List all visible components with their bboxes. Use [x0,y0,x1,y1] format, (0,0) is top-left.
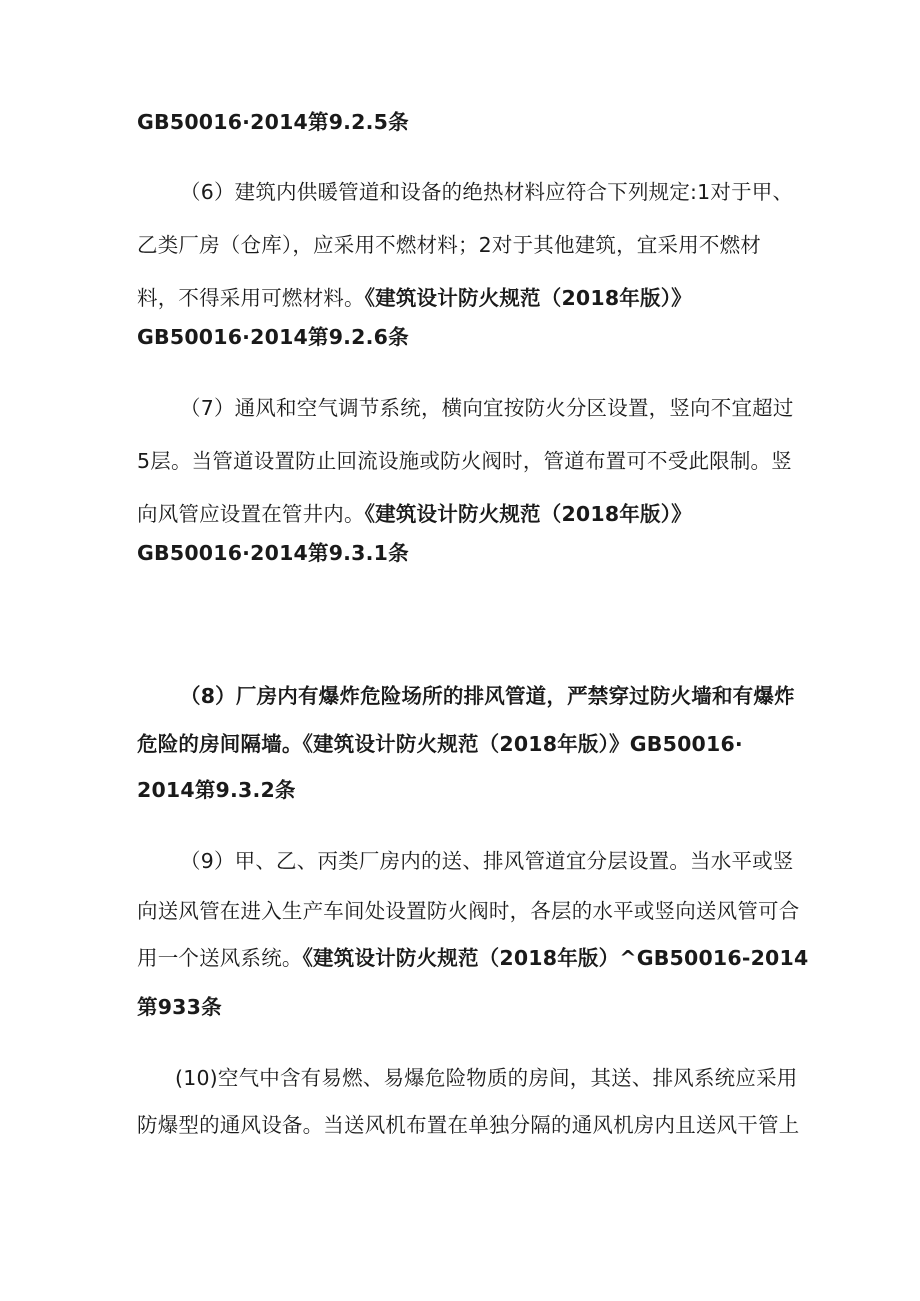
clause-ref-9-2-6: GB50016·2014第9.2.6条 [137,325,409,349]
para-6-line-2: 乙类厂房（仓库），应采用不燃材料；2对于其他建筑，宜采用不燃材 [137,233,761,257]
para-7-line-1: （7）通风和空气调节系统，横向宜按防火分区设置，竖向不宜超过 [180,396,794,420]
para-9-text: 用一个送风系统。 [137,946,303,970]
para-6-line-1: （6）建筑内供暖管道和设备的绝热材料应符合下列规定:1对于甲、 [180,180,794,204]
para-7-standard-title: 《建筑设计防火规范（2018年版）》 [364,502,692,526]
para-10-line-2: 防爆型的通风设备。当送风机布置在单独分隔的通风机房内且送风干管上 [137,1113,800,1137]
para-9-line-1: （9）甲、乙、丙类厂房内的送、排风管道宜分层设置。当水平或竖 [180,849,794,873]
para-7-line-2: 5层。当管道设置防止回流设施或防火阀时，管道布置可不受此限制。竖 [137,449,792,473]
para-6-standard-title: 《建筑设计防火规范（2018年版）》 [364,286,692,310]
para-6-line-3 [137,284,787,312]
clause-ref-9-3-3: 第933条 [137,995,222,1019]
para-9-line-3 [137,944,809,972]
para-7-line-3 [137,500,787,528]
para-6-text: 料，不得采用可燃材料。 [137,286,365,310]
para-8-line-2: 危险的房间隔墙。《建筑设计防火规范（2018年版）》GB50016· [137,732,743,756]
para-10-line-1: (10)空气中含有易燃、易爆危险物质的房间，其送、排风系统应采用 [175,1066,798,1090]
clause-ref-9-3-1: GB50016·2014第9.3.1条 [137,541,409,565]
para-9-standard-title: 《建筑设计防火规范（2018年版）^GB50016-2014 [302,946,809,970]
para-9-line-2: 向送风管在进入生产车间处设置防火阀时，各层的水平或竖向送风管可合 [137,899,800,923]
clause-ref-9-3-2: 2014第9.3.2条 [137,778,296,802]
clause-ref-9-2-5: GB50016·2014第9.2.5条 [137,110,409,134]
para-7-text: 向风管应设置在管井内。 [137,502,365,526]
para-8-line-1: （8）厂房内有爆炸危险场所的排风管道，严禁穿过防火墙和有爆炸 [180,684,795,708]
